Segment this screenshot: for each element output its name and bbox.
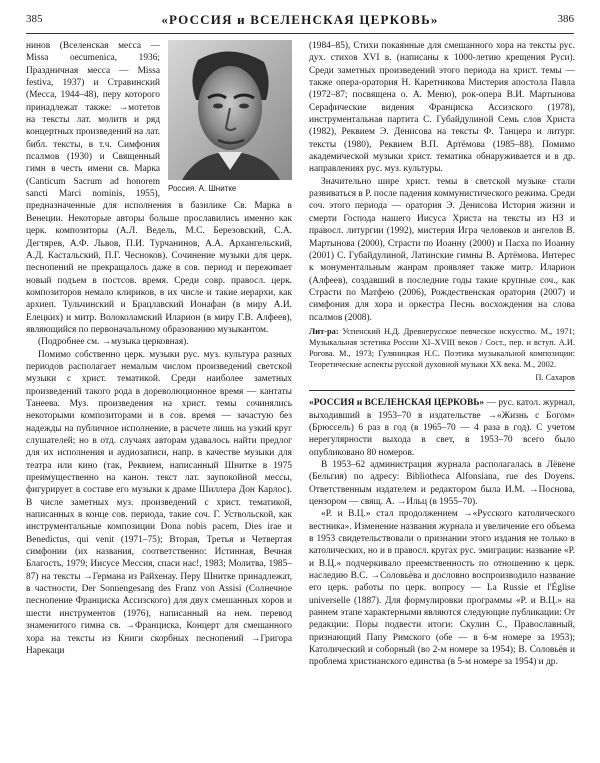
- left-column: [26, 40, 292, 657]
- right-column: [309, 40, 575, 669]
- header-rule: [26, 33, 574, 34]
- entry-paragraph-2: В 1953–62 администрация журнала располагалась в Лёвене (Бельгия) по адресу: Bibliotheca Alfonsiana, rue des Doyens. Ответственным издателем и редактором была И.М. →Поснова, цензором — свящ. А. →Ильц (в 1955–70).: [309, 459, 575, 507]
- left-paragraph-3: Помимо собственно церк. музыки рус. муз. культура разных периодов располагает немалым числом произведений светской музыки с христ. тематикой. Среди наиболее заметных произведений такого рода в дореволюционное время — кантаты Танеева. Муз. произведения на христ. темы сочинялись некоторыми композиторами и в сов. время — зачастую без надежды на публичное исполнение, в расчете лишь на узкий круг слушателей; но в отд. случаях авторам удавалось найти предлог для их исполнения и аудиозаписи, напр. в качестве музыки для театра или кино (так, Реквием, написанный Шнитке в 1975 преимущественно на канон. текст лат. заупокойной мессы, фигурирует в составе его музыки к драме Шиллера Дон Карлос). В числе заметных муз. произведений с христ. тематикой, написанных в конце сов. периода, такие соч. Г. Уствольской, как инструментальные композиции Dona nobis pacem, Dies irae и Benedictus, qui venit (1971–75); Вторая, Третья и Четвертая симфонии (их названия, соответственно: Истинная, Вечная Благость, 1979; Иисусе Мессия, спаси нас!, 1983; Молитва, 1985–87) на тексты →Германа из Райхенау. Перу Шнитке принадлежат, в частности, Der Sonnengesang des Franz von Assisi (Солнечное песнопение Франциска Ассизского) для двух смешанных хоров и шести инструментов (1976), написанный на нем. перевод знаменитого гимна св. →Франциска, Концерт для смешанного хора на тексты из Книги скорбных песнопений →Григора Нарекаци: [26, 349, 292, 656]
- left-page-number: 385: [26, 13, 43, 25]
- entry-title: «РОССИЯ и ВСЕЛЕНСКАЯ ЦЕРКОВЬ»: [309, 398, 485, 409]
- right-paragraph-2: Значительно шире христ. темы в светской музыке стали развиваться в Р. после падения коммунистического режима. Среди соч. этого периода — оратория Э. Денисова История жизни и смерти Господа нашего Иисуса Христа на тексты из НЗ и правосл. литургии (1992), мистерия Игра человеков и ангелов В. Мартынова (2000), Страсти по Иоанну (2000) и Пасха по Иоанну (2001) С. Губайдулиной, Латинские гимны В. Артёмова. Интерес к монументальным жанрам проявляет также митр. Иларион (Алфеев), создавший в последние годы такие крупные соч., как Страсти по Матфею (2006), Рождественская оратория (2007) и симфония для хора и оркестра Песнь восхождения на слова псалмов (2008).: [309, 176, 575, 323]
- left-paragraph-1: нинов (Вселенская месса — Missa oecumenica, 1936; Праздничная месса — Missa festiva, 1937) и Стравинский (Месса, 1944–48), перу которого принадлежат также: →мотетов на тексты лат. молитв и ряд концертных произведений на лат. библ. тексты, в т.ч. Симфония псалмов (1930) и Священный гимн в честь имени св. Марка (Canticum Sacrum ad honorem sancti Marci nominis, 1955), предназначенные для исполнения в базилике Св. Марка в Венеции. Некоторые авторы больше прославились именно как церк. композиторы (А.Л. Ведель, М.С. Березовский, С.А. Дегтярев, А.Ф. Львов, П.И. Турчанинов, А.А. Архангельский, А.Д. Кастальский, П.Г. Чесноков). Сочинение музыки для церк. песнопений не прекращалось даже в сов. период и переживает новый подъем в постсов. время. Среди совр. правосл. церк. композиторов немало клириков, в их числе и такие иерархи, как архиеп. Тульчинский и Брацлавский Ионафан (в миру А.И. Елецких) и митр. Волоколамский Иларион (в миру Г.В. Алфеев), являющийся по первоначальному образованию музыкантом.: [26, 41, 292, 335]
- literature-text: Успенский Н.Д. Древнерусское певческое искусство. М., 1971; Музыкальная эстетика России XI–XVIII веков / Сост., пер. и вступ. А.И. Рогова. М., 1973; Гуляницкая Н.С. Поэтика музыкальной композиции: Теоретические аспекты русской духовной музыки XX века. М., 2002.: [309, 326, 575, 369]
- entry-paragraph-3: «Р. и В.Ц.» стал продолжением →«Русского католического вестника». Изменение названия журнала и увеличение его объема в 1953 свидетельствовали о признании этого издания не только в католических, но и в правосл. кругах рус. эмиграции: название «Р. и В.Ц.» подчеркивало преемственность по отношению к церк. наследию В.С. →Соловьёва и дословно воспроизводило название его церк. работы по церк. вопросу — La Russie et l'Église universelle (1887). Для формулировки программы «Р. и В.Ц.» на раннем этапе характерными являются следующие публикации: От редакции: Поры подвести итоги: Скулин С., Православный, признающий Папу Римского (обе — в 6-м номере за 1953); Католический и соборный (во 2-м номере за 1954); В. Соловьёв и проблема христианского единства (в 5-м номере за 1954) и др.: [309, 509, 575, 668]
- right-paragraph-1: (1984–85), Стихи покаянные для смешанного хора на тексты рус. дух. стихов XVI в. (написаны к 1000-летию крещения Руси). Среди заметных произведений этого периода на христ. темы — также опера-оратория Н. Каретникова Мистерия апостола Павла (1972–87; посвящена о. А. Меню), рок-опера В.И. Мартынова Серафические видения Франциска Ассизского (1978), инструментальная партита С. Губайдулиной Семь слов Христа (1982), Реквием Э. Денисова на тексты Ф. Танцера и литург. тексты (1980), Реквием В.П. Артёмова (1985–88). Помимо академической музыки христ. тематика обнаруживается и в др. направлениях рус. муз. культуры.: [309, 41, 575, 175]
- entry-separator: [309, 390, 575, 391]
- portrait-photo: [168, 40, 292, 180]
- right-page-number: 386: [557, 13, 574, 25]
- left-paragraph-2: (Подробнее см. →музыка церковная).: [38, 337, 189, 348]
- running-title: «РОССИЯ и ВСЕЛЕНСКАЯ ЦЕРКОВЬ»: [161, 12, 439, 27]
- portrait-caption: Россия. А. Шнитке: [168, 184, 237, 193]
- literature-label: Лит-ра:: [309, 326, 339, 336]
- entry-text-1: — рус. катол. журнал, выходивший в 1953–70 в издательстве →«Жизнь с Богом» (Брюссель) 6 раз в год (в 1965–70 — 4 раза в год). С учетом нерегулярности выхода в свет, в 1953–70 всего было опубликовано 80 номеров.: [309, 398, 575, 458]
- portrait-figure: [168, 40, 292, 195]
- entry-paragraph-1: [309, 397, 575, 459]
- literature-block: [309, 326, 575, 370]
- author-signature: П. Сахаров: [535, 372, 575, 382]
- page-header: [0, 10, 600, 30]
